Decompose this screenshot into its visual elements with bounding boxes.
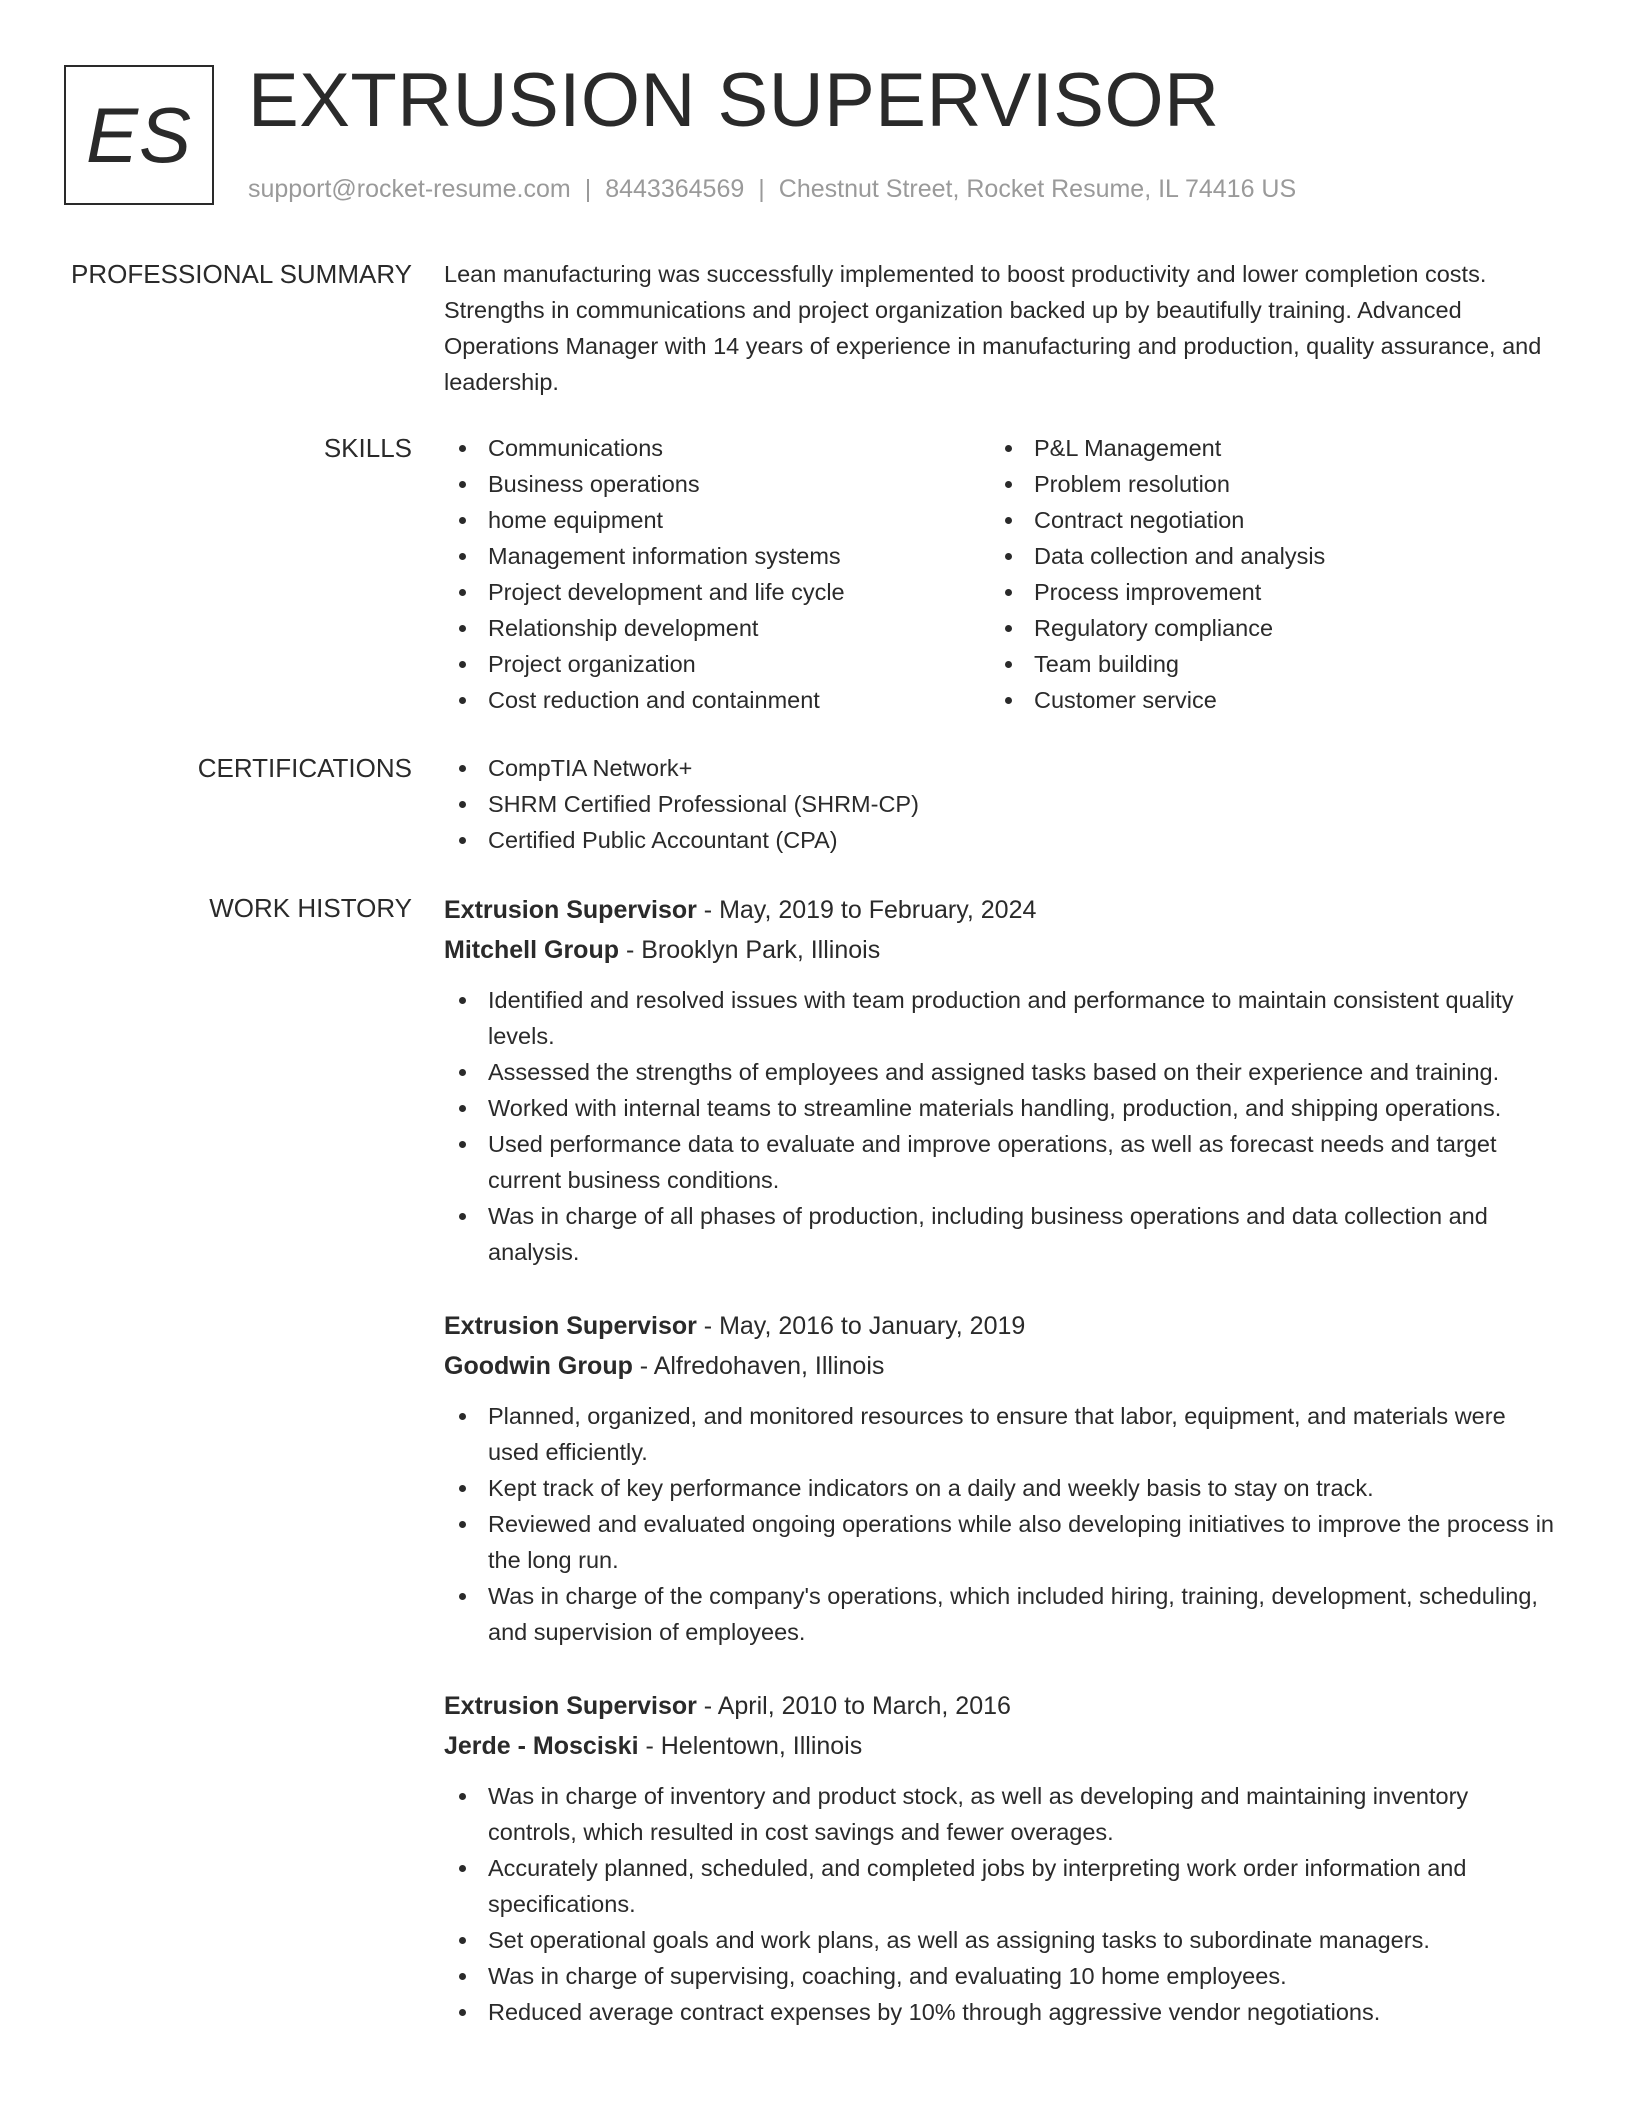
- skill-item: Management information systems: [444, 538, 990, 574]
- job-role-line: [444, 890, 1560, 930]
- job-duty: Planned, organized, and monitored resources to ensure that labor, equipment, and materials were used efficiently.: [444, 1398, 1560, 1470]
- skill-item: Cost reduction and containment: [444, 682, 990, 718]
- skill-item: Business operations: [444, 466, 990, 502]
- resume-title: EXTRUSION SUPERVISOR: [248, 58, 1220, 143]
- job-role: Extrusion Supervisor: [444, 1312, 697, 1340]
- contact-email: support@rocket-resume.com: [248, 175, 571, 203]
- job-location: - Helentown, Illinois: [638, 1732, 863, 1760]
- contact-separator: |: [758, 175, 765, 203]
- job-duty: Accurately planned, scheduled, and completed jobs by interpreting work order information and specifications.: [444, 1850, 1560, 1922]
- section-label-summary: PROFESSIONAL SUMMARY: [71, 259, 412, 289]
- skill-item: P&L Management: [990, 430, 1536, 466]
- contact-separator: |: [584, 175, 592, 203]
- section-label-skills: SKILLS: [323, 433, 412, 463]
- job-duty: Used performance data to evaluate and improve operations, as well as forecast needs and target current business conditions.: [444, 1126, 1560, 1198]
- job-company: Jerde - Mosciski: [444, 1732, 639, 1760]
- job-duty: Was in charge of inventory and product stock, as well as developing and maintaining inventory controls, which resulted in cost savings and fewer overages.: [444, 1778, 1560, 1850]
- job-duties-list: [444, 982, 1560, 1270]
- skill-item: Communications: [444, 430, 990, 466]
- job-location: - Brooklyn Park, Illinois: [619, 936, 881, 964]
- contact-address: Chestnut Street, Rocket Resume, IL 74416 US: [778, 175, 1297, 203]
- initials-text: ES: [85, 90, 193, 179]
- job-company-line: [444, 930, 1560, 970]
- job-company-line: [444, 1726, 1560, 1766]
- job-duties-list: [444, 1398, 1560, 1650]
- certifications-list: [444, 750, 1560, 858]
- certification-item: CompTIA Network+: [444, 750, 1560, 786]
- skill-item: Process improvement: [990, 574, 1536, 610]
- skill-item: Project organization: [444, 646, 990, 682]
- job-company: Mitchell Group: [444, 936, 619, 964]
- job-company: Goodwin Group: [444, 1352, 633, 1380]
- skill-item: Regulatory compliance: [990, 610, 1536, 646]
- skill-item: Problem resolution: [990, 466, 1536, 502]
- skill-item: Project development and life cycle: [444, 574, 990, 610]
- skill-item: Data collection and analysis: [990, 538, 1536, 574]
- certification-item: SHRM Certified Professional (SHRM-CP): [444, 786, 1560, 822]
- job-location: - Alfredohaven, Illinois: [632, 1352, 885, 1380]
- job-entry: [444, 1686, 1560, 2030]
- contact-phone: 8443364569: [605, 175, 745, 203]
- job-duty: Was in charge of all phases of production, including business operations and data collection and analysis.: [444, 1198, 1560, 1270]
- skill-item: home equipment: [444, 502, 990, 538]
- job-entry: [444, 890, 1560, 1270]
- job-dates: - April, 2010 to March, 2016: [696, 1692, 1011, 1720]
- job-dates: - May, 2016 to January, 2019: [696, 1312, 1026, 1340]
- job-company-line: [444, 1346, 1560, 1386]
- initials-monogram: [64, 65, 214, 205]
- job-duty: Was in charge of the company's operations, which included hiring, training, development, scheduling, and supervision of employees.: [444, 1578, 1560, 1650]
- section-label-certifications: CERTIFICATIONS: [197, 753, 412, 783]
- summary-text: Lean manufacturing was successfully implemented to boost productivity and lower completion costs. Strengths in communications and project organization backed up by beautifully training. Advanced Operations Manager with 14 years of experience in manufacturing and production, quality assurance, and leadership.: [444, 261, 1542, 395]
- job-duty: Kept track of key performance indicators on a daily and weekly basis to stay on track.: [444, 1470, 1560, 1506]
- job-duty: Reviewed and evaluated ongoing operations while also developing initiatives to improve the process in the long run.: [444, 1506, 1560, 1578]
- job-role-line: [444, 1686, 1560, 1726]
- job-role: Extrusion Supervisor: [444, 1692, 697, 1720]
- skills-list-left: [444, 430, 990, 718]
- section-label-work-history: WORK HISTORY: [209, 893, 412, 923]
- job-entry: [444, 1306, 1560, 1650]
- skill-item: Customer service: [990, 682, 1536, 718]
- job-duties-list: [444, 1778, 1560, 2030]
- contact-line: [248, 172, 1296, 206]
- job-duty: Worked with internal teams to streamline materials handling, production, and shipping operations.: [444, 1090, 1560, 1126]
- job-duty: Reduced average contract expenses by 10% through aggressive vendor negotiations.: [444, 1994, 1560, 2030]
- skill-item: Relationship development: [444, 610, 990, 646]
- job-duty: Was in charge of supervising, coaching, and evaluating 10 home employees.: [444, 1958, 1560, 1994]
- skill-item: Contract negotiation: [990, 502, 1536, 538]
- job-dates: - May, 2019 to February, 2024: [696, 896, 1037, 924]
- job-role: Extrusion Supervisor: [444, 896, 697, 924]
- job-duty: Set operational goals and work plans, as well as assigning tasks to subordinate managers.: [444, 1922, 1560, 1958]
- job-duty: Assessed the strengths of employees and assigned tasks based on their experience and training.: [444, 1054, 1560, 1090]
- skills-list-right: [990, 430, 1536, 718]
- certification-item: Certified Public Accountant (CPA): [444, 822, 1560, 858]
- skill-item: Team building: [990, 646, 1536, 682]
- job-role-line: [444, 1306, 1560, 1346]
- job-duty: Identified and resolved issues with team production and performance to maintain consistent quality levels.: [444, 982, 1560, 1054]
